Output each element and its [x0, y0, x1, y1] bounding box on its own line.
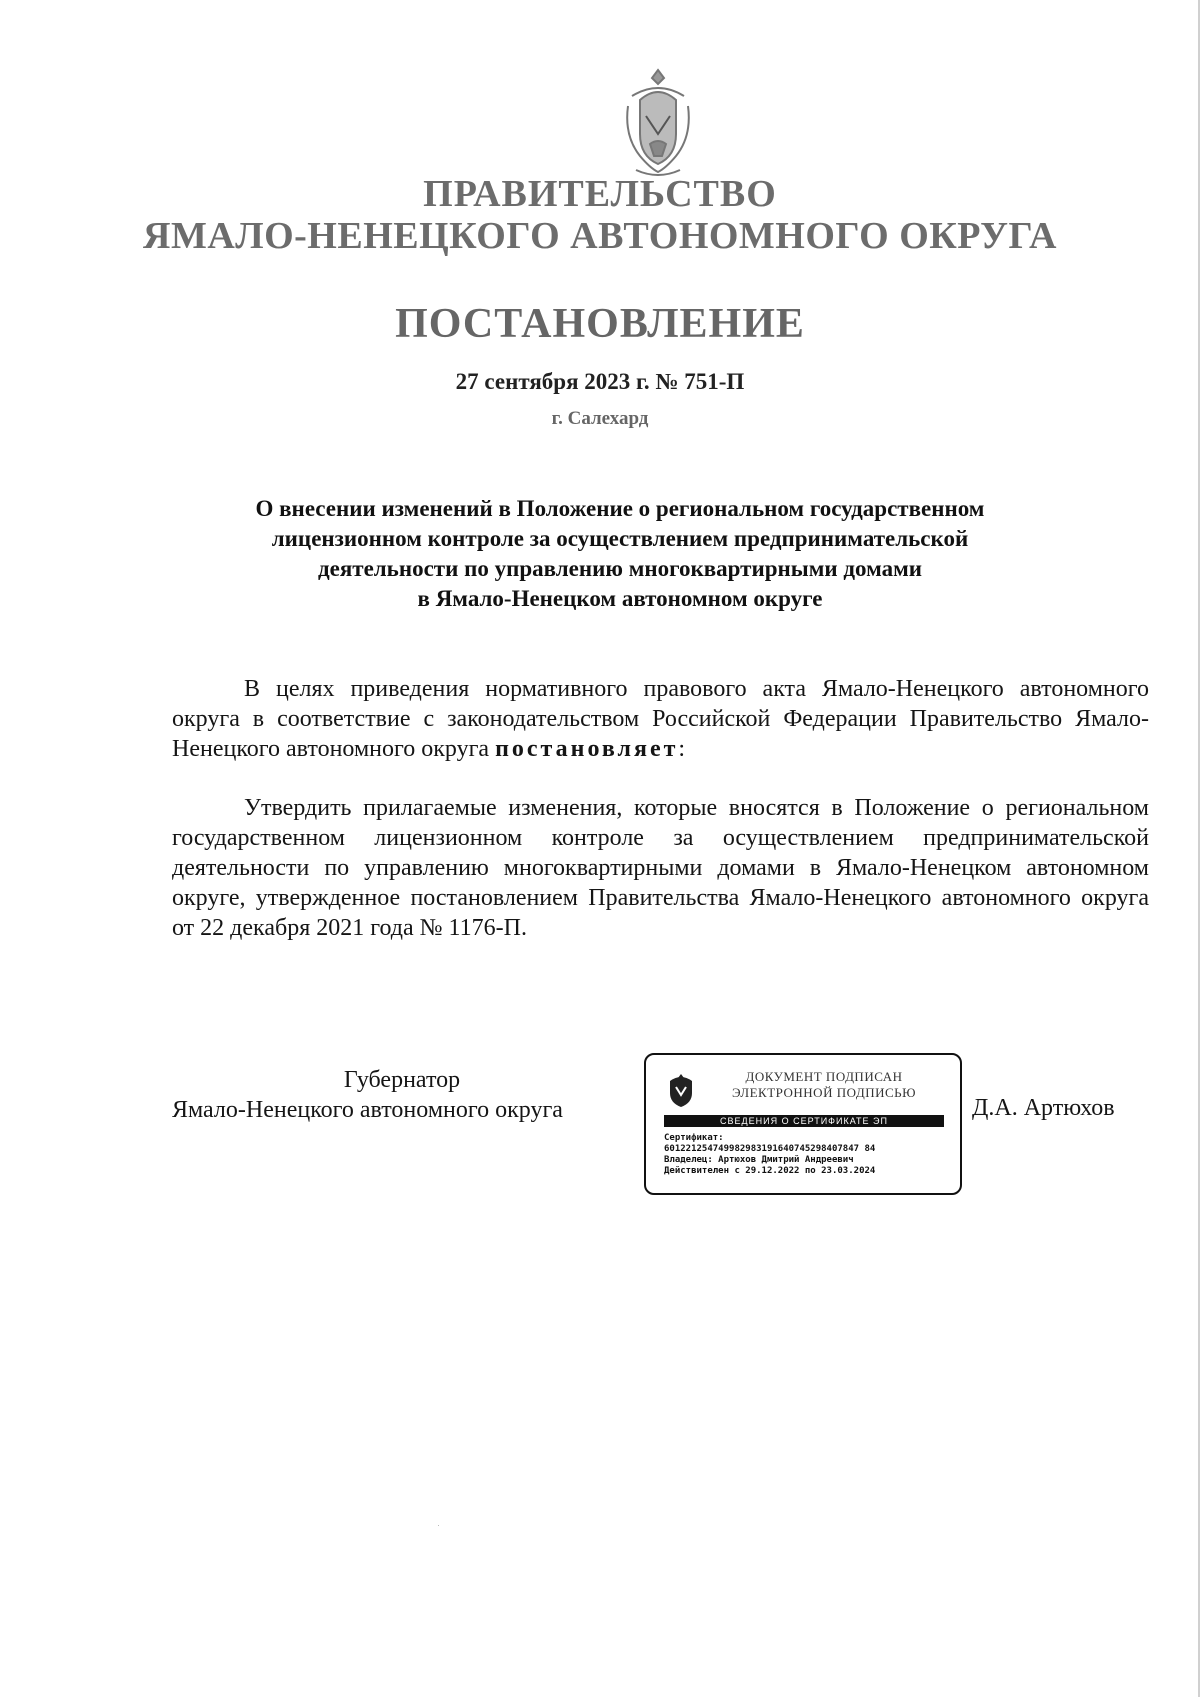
signatory-position	[172, 1065, 632, 1125]
coat-of-arms-icon	[666, 1073, 696, 1109]
document-city: г. Салехард	[551, 408, 649, 429]
preamble-text: В целях приведения нормативного правового акта Ямало-Ненецкого автономного округа в соответствие с законодательством Российской Федерации Правительство Ямало-Ненецкого автономного округа	[172, 676, 1149, 762]
position-line2: Ямало-Ненецкого автономного округа	[172, 1097, 563, 1123]
preamble-paragraph	[172, 674, 1149, 764]
coat-of-arms-icon	[622, 66, 694, 182]
document-type: ПОСТАНОВЛЕНИЕ	[395, 301, 805, 347]
title-line: О внесении изменений в Положение о региональном государственном	[255, 496, 985, 521]
cert-number: 601221254749982983191640745298407847 84	[664, 1144, 876, 1154]
preamble-end: :	[678, 736, 686, 762]
stamp-heading-line2: ЭЛЕКТРОННОЙ ПОДПИСЬЮ	[732, 1085, 916, 1100]
operative-text: Утвердить прилагаемые изменения, которые вносятся в Положение о региональном государственном лицензионном контроле за осуществлением предпринимательской деятельности по управлению многоквартирными домами в Ямало-Ненецком автономном округе, утвержденное постановлением Правительства Ямало-Ненецкого автономного округа от 22 декабря 2021 года № 1176-П.	[172, 795, 1149, 941]
stamp-heading-line1: ДОКУМЕНТ ПОДПИСАН	[745, 1069, 903, 1084]
scan-speck	[438, 1525, 439, 1526]
signatory-name: Д.А. Артюхов	[972, 1095, 1115, 1121]
e-signature-stamp	[644, 1053, 962, 1195]
stamp-details	[664, 1133, 954, 1177]
title-line: в Ямало-Ненецком автономном округе	[417, 586, 823, 611]
document-title	[160, 494, 1080, 614]
document-date-number: 27 сентября 2023 г. № 751-П	[455, 369, 745, 394]
title-line: лицензионном контроле за осуществлением предпринимательской	[271, 526, 969, 551]
position-line1: Губернатор	[343, 1067, 461, 1093]
operative-paragraph	[172, 793, 1149, 943]
cert-validity: Действителен с 29.12.2022 по 23.03.2024	[664, 1166, 876, 1176]
cert-label: Сертификат:	[664, 1133, 724, 1143]
government-name-line1: ПРАВИТЕЛЬСТВО	[423, 173, 777, 215]
cert-owner: Владелец: Артюхов Дмитрий Андреевич	[664, 1155, 854, 1165]
title-line: деятельности по управлению многоквартирными домами	[317, 556, 923, 581]
stamp-heading	[702, 1069, 946, 1101]
government-name-line2: ЯМАЛО-НЕНЕЦКОГО АВТОНОМНОГО ОКРУГА	[143, 215, 1057, 257]
decree-word: постановляет	[495, 736, 679, 762]
stamp-band: СВЕДЕНИЯ О СЕРТИФИКАТЕ ЭП	[664, 1115, 944, 1127]
